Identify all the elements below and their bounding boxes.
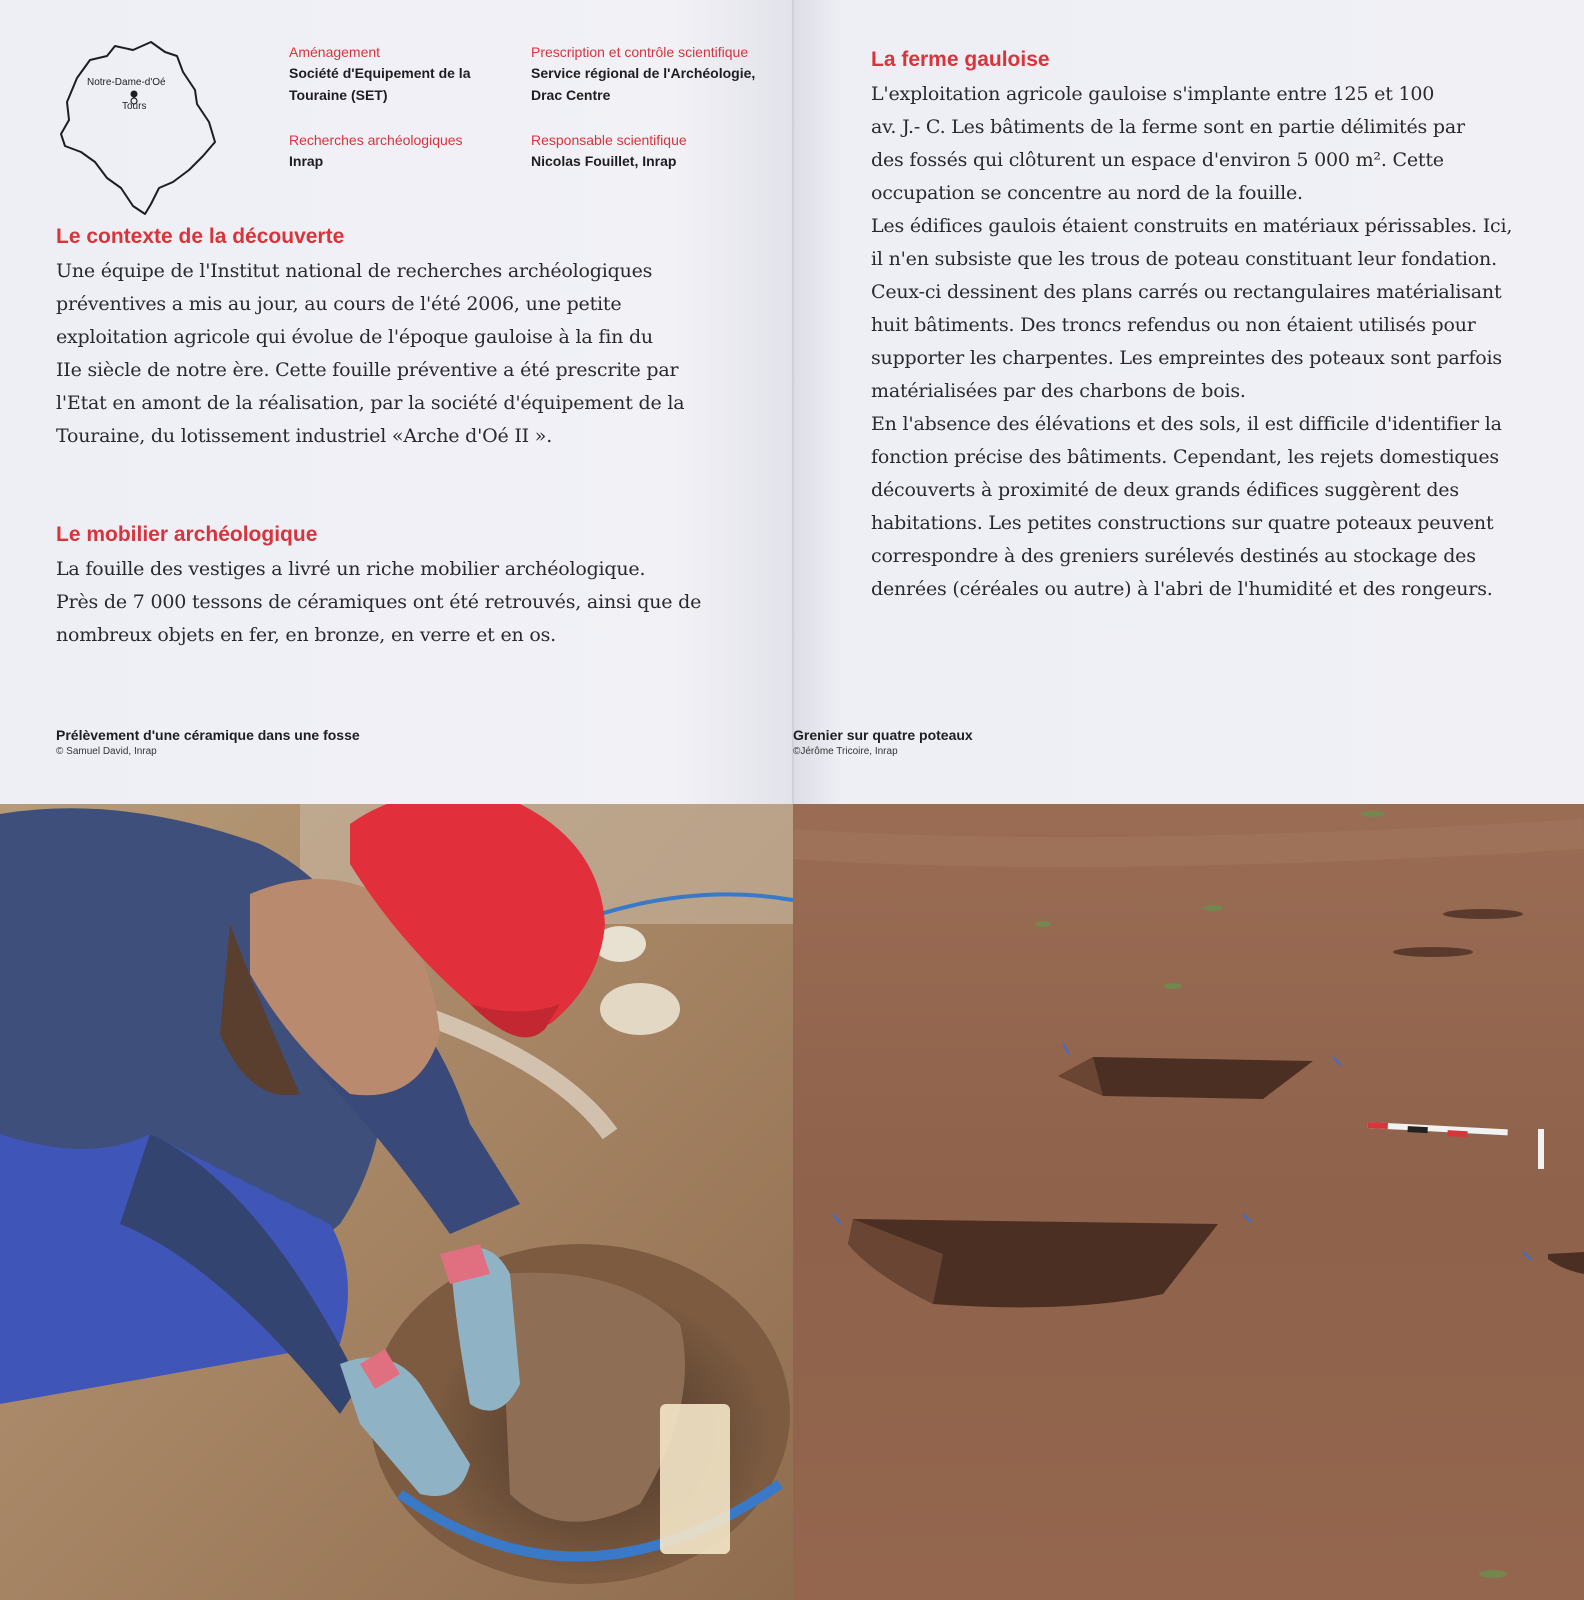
text-line: supporter les charpentes. Les empreintes des poteaux sont parfois bbox=[871, 347, 1502, 369]
text-line: l'Etat en amont de la réalisation, par la société d'équipement de la bbox=[56, 392, 685, 414]
text-line: des fossés qui clôturent un espace d'environ 5 000 m². Cette bbox=[871, 149, 1444, 171]
caption-title: Prélèvement d'une céramique dans une fosse bbox=[56, 727, 360, 743]
text-line: Une équipe de l'Institut national de recherches archéologiques bbox=[56, 260, 653, 282]
location-map bbox=[55, 38, 225, 218]
department-outline-icon bbox=[55, 38, 225, 218]
text-line: av. J.- C. Les bâtiments de la ferme sont en partie délimités par bbox=[871, 116, 1465, 138]
paragraph-contexte bbox=[56, 255, 684, 453]
credit-value: Inrap bbox=[289, 153, 324, 169]
credit-label: Aménagement bbox=[289, 44, 381, 60]
credit-label: Prescription et contrôle scientifique bbox=[531, 44, 749, 60]
heading-ferme: La ferme gauloise bbox=[871, 48, 1050, 71]
text-line: Près de 7 000 tessons de céramiques ont été retrouvés, ainsi que de bbox=[56, 591, 702, 613]
photo-credit: © Samuel David, Inrap bbox=[56, 746, 157, 757]
page-fold bbox=[792, 0, 794, 804]
credit-responsable bbox=[531, 130, 687, 172]
caption-right bbox=[793, 726, 973, 760]
paragraph-ferme bbox=[871, 78, 1512, 606]
text-line: exploitation agricole qui évolue de l'époque gauloise à la fin du bbox=[56, 326, 653, 348]
text-line: occupation se concentre au nord de la fouille. bbox=[871, 182, 1303, 204]
photo-granary bbox=[793, 804, 1584, 1600]
heading-contexte: Le contexte de la découverte bbox=[56, 225, 345, 248]
text-line: correspondre à des greniers surélevés destinés au stockage des bbox=[871, 545, 1476, 567]
credit-value: Touraine (SET) bbox=[289, 87, 388, 103]
credit-value: Société d'Equipement de la bbox=[289, 65, 471, 81]
caption-title: Grenier sur quatre poteaux bbox=[793, 727, 973, 743]
text-line: nombreux objets en fer, en bronze, en verre et en os. bbox=[56, 624, 556, 646]
credit-value: Drac Centre bbox=[531, 87, 611, 103]
text-line: IIe siècle de notre ère. Cette fouille préventive a été prescrite par bbox=[56, 359, 679, 381]
text-line: fonction précise des bâtiments. Cependant, les rejets domestiques bbox=[871, 446, 1499, 468]
text-line: Ceux-ci dessinent des plans carrés ou rectangulaires matérialisant bbox=[871, 281, 1502, 303]
credit-prescription bbox=[531, 42, 755, 106]
photo-excavation bbox=[0, 804, 793, 1600]
text-line: huit bâtiments. Des troncs refendus ou non étaient utilisés pour bbox=[871, 314, 1476, 336]
credit-value: Nicolas Fouillet, Inrap bbox=[531, 153, 677, 169]
credit-label: Responsable scientifique bbox=[531, 132, 687, 148]
photo-credit: ©Jérôme Tricoire, Inrap bbox=[793, 746, 898, 757]
text-line: découverts à proximité de deux grands édifices suggèrent des bbox=[871, 479, 1459, 501]
text-line: il n'en subsiste que les trous de poteau constituant leur fondation. bbox=[871, 248, 1497, 270]
map-label-notre-dame: Notre-Dame-d'Oé bbox=[87, 77, 166, 88]
text-line: matérialisées par des charbons de bois. bbox=[871, 380, 1246, 402]
text-line: préventives a mis au jour, au cours de l'été 2006, une petite bbox=[56, 293, 622, 315]
text-line: Touraine, du lotissement industriel «Arche d'Oé II ». bbox=[56, 425, 553, 447]
credit-value: Service régional de l'Archéologie, bbox=[531, 65, 756, 81]
credit-label: Recherches archéologiques bbox=[289, 132, 463, 148]
text-line: denrées (céréales ou autre) à l'abri de l'humidité et des rongeurs. bbox=[871, 578, 1493, 600]
heading-mobilier: Le mobilier archéologique bbox=[56, 523, 318, 546]
paragraph-mobilier bbox=[56, 553, 701, 652]
text-line: habitations. Les petites constructions sur quatre poteaux peuvent bbox=[871, 512, 1494, 534]
caption-left bbox=[56, 726, 360, 760]
credit-recherches bbox=[289, 130, 463, 172]
map-label-tours: Tours bbox=[122, 101, 147, 112]
text-line: Les édifices gaulois étaient construits en matériaux périssables. Ici, bbox=[871, 215, 1513, 237]
text-line: En l'absence des élévations et des sols, il est difficile d'identifier la bbox=[871, 413, 1502, 435]
credit-amenagement bbox=[289, 42, 470, 106]
text-line: La fouille des vestiges a livré un riche mobilier archéologique. bbox=[56, 558, 646, 580]
text-line: L'exploitation agricole gauloise s'implante entre 125 et 100 bbox=[871, 83, 1435, 105]
